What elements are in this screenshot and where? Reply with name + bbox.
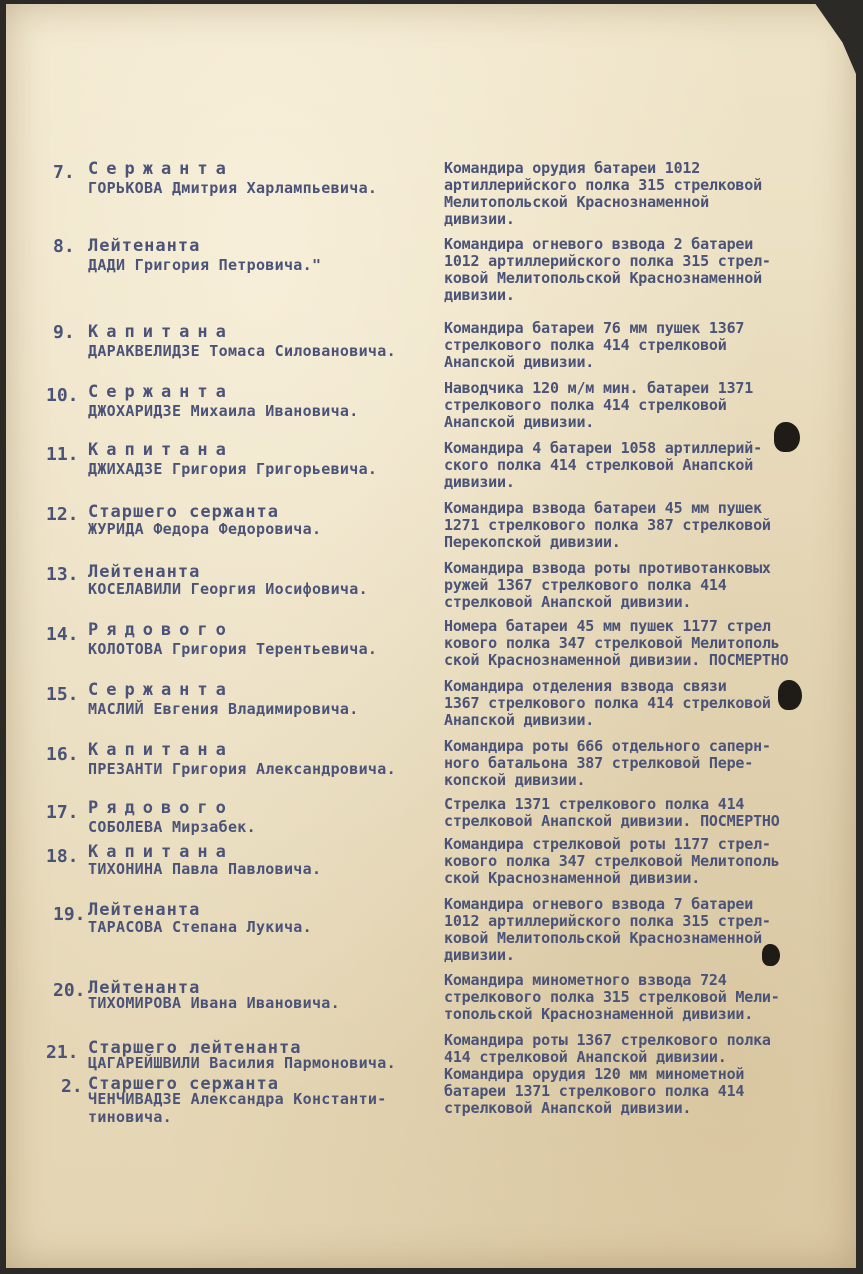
entry-description: Наводчика 120 м/м мин. батареи 1371 стрелкового полка 414 стрелковой Анапской дивизии. [444, 379, 754, 431]
entry-name: ПРЕЗАНТИ Григория Александровича. [88, 760, 396, 778]
entry-number: 20. [53, 980, 86, 1001]
entry-name: ЧЕНЧИВАДЗЕ Александра Константи- тиновича. [88, 1090, 387, 1126]
entry-description: Командира огневого взвода 7 батареи 1012 артиллерийского полка 315 стрел- ковой Мелитопольской Краснознаменной дивизии. [444, 895, 771, 964]
entry-description: Стрелка 1371 стрелкового полка 414 стрелковой Анапской дивизии. ПОСМЕРТНО [444, 795, 780, 830]
entry-rank: Лейтенанта [88, 562, 201, 582]
entry-number: 15. [46, 684, 79, 705]
entry-rank: Лейтенанта [88, 900, 201, 920]
entry-rank: Капитана [88, 740, 234, 760]
entry-name: ТАРАСОВА Степана Лукича. [88, 918, 312, 936]
entry-number: 8. [53, 236, 75, 257]
entry-rank: Сержанта [88, 382, 234, 402]
entry-description: Командира орудия 120 мм минометной батареи 1371 стрелкового полка 414 стрелковой Анапской дивизии. [444, 1065, 745, 1117]
entry-name: ЖУРИДА Федора Федоровича. [88, 520, 322, 538]
entry-number: 14. [46, 624, 79, 645]
entry-rank: Капитана [88, 842, 234, 862]
entry-rank: Рядового [88, 620, 234, 640]
entry-rank: Старшего сержанта [88, 502, 279, 522]
entry-number: 12. [46, 504, 79, 525]
entry-name: КОСЕЛАВИЛИ Георгия Иосифовича. [88, 580, 368, 598]
entry-description: Командира огневого взвода 2 батареи 1012 артиллерийского полка 315 стрел- ковой Мелитопольской Краснознаменной дивизии. [444, 235, 771, 304]
entry-description: Командира взвода батареи 45 мм пушек 1271 стрелкового полка 387 стрелковой Перекопской дивизии. [444, 499, 771, 551]
entry-rank: Лейтенанта [88, 978, 201, 998]
document-page [6, 4, 856, 1268]
entry-rank: Лейтенанта [88, 236, 201, 256]
entry-description: Командира роты 666 отдельного саперн- ного батальона 387 стрелковой Пере- копской дивизии. [444, 737, 771, 789]
entry-rank: Старшего сержанта [88, 1074, 279, 1094]
entry-name: ДЖИХАДЗЕ Григория Григорьевича. [88, 460, 378, 478]
entry-number: 17. [46, 802, 79, 823]
entry-description: Командира роты 1367 стрелкового полка 414 стрелковой Анапской дивизии. [444, 1031, 771, 1066]
entry-number: 7. [53, 162, 75, 183]
entry-number: 11. [46, 444, 79, 465]
entry-description: Командира батареи 76 мм пушек 1367 стрелкового полка 414 стрелковой Анапской дивизии. [444, 319, 745, 371]
entry-rank: Рядового [88, 798, 234, 818]
entry-description: Командира 4 батареи 1058 артиллерий- ского полка 414 стрелковой Анапской дивизии. [444, 439, 762, 491]
entry-name: ДАРАКВЕЛИДЗЕ Томаса Силовановича. [88, 342, 396, 360]
entry-description: Командира орудия батареи 1012 артиллерийского полка 315 стрелковой Мелитопольской Краснознаменной дивизии. [444, 159, 762, 228]
entry-number: 16. [46, 744, 79, 765]
entry-rank: Капитана [88, 322, 234, 342]
entry-number: 2. [61, 1076, 83, 1097]
entry-name: МАСЛИЙ Евгения Владимировича. [88, 700, 359, 718]
entry-name: СОБОЛЕВА Мирзабек. [88, 818, 256, 836]
entry-description: Командира взвода роты противотанковых ружей 1367 стрелкового полка 414 стрелковой Анапской дивизии. [444, 559, 771, 611]
entry-name: ДЖОХАРИДЗЕ Михаила Ивановича. [88, 402, 359, 420]
entry-number: 10. [46, 385, 79, 406]
entry-name: ЦАГАРЕЙШВИЛИ Василия Пармоновича. [88, 1054, 396, 1072]
entry-name: ДАДИ Григория Петровича." [88, 256, 322, 274]
entry-number: 21. [46, 1042, 79, 1063]
entry-description: Номера батареи 45 мм пушек 1177 стрел кового полка 347 стрелковой Мелитополь ской Краснознаменной дивизии. ПОСМЕРТНО [444, 617, 789, 669]
entry-number: 19. [53, 904, 86, 925]
entry-rank: Старшего лейтенанта [88, 1038, 302, 1058]
entry-description: Командира минометного взвода 724 стрелкового полка 315 стрелковой Мели- топольской Краснознаменной дивизии. [444, 971, 780, 1023]
entry-description: Командира стрелковой роты 1177 стрел- кового полка 347 стрелковой Мелитополь ской Краснознаменной дивизии. [444, 835, 780, 887]
entry-name: ТИХОМИРОВА Ивана Ивановича. [88, 994, 340, 1012]
torn-corner [766, 4, 856, 74]
entry-rank: Сержанта [88, 680, 234, 700]
entry-name: ГОРЬКОВА Дмитрия Харлампьевича. [88, 179, 378, 197]
entry-description: Командира отделения взвода связи 1367 стрелкового полка 414 стрелковой Анапской дивизии. [444, 677, 771, 729]
entry-rank: Сержанта [88, 159, 234, 179]
entry-name: КОЛОТОВА Григория Терентьевича. [88, 640, 378, 658]
entry-name: ТИХОНИНА Павла Павловича. [88, 860, 322, 878]
entry-number: 13. [46, 564, 79, 585]
entry-number: 9. [53, 322, 75, 343]
entry-rank: Капитана [88, 440, 234, 460]
entry-number: 18. [46, 846, 79, 867]
